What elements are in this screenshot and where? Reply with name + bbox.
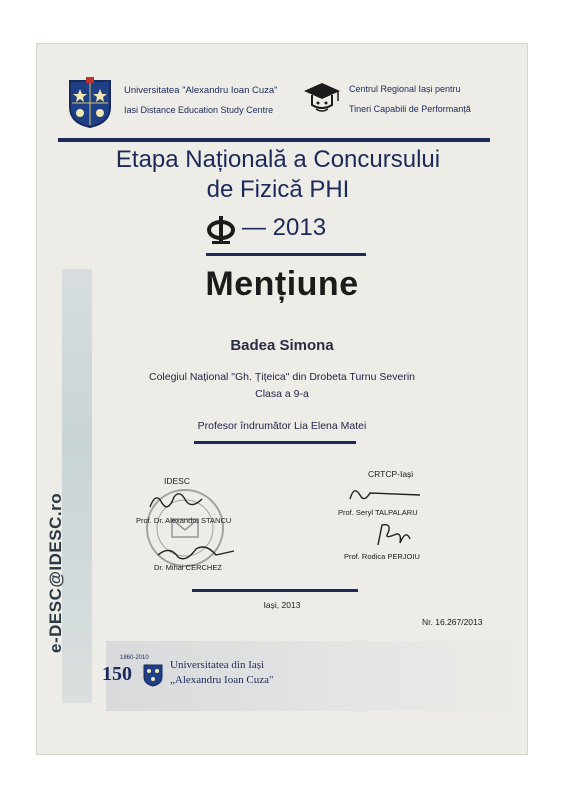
watermark-stripe xyxy=(62,269,92,703)
footer-university-line2: „Alexandru Ioan Cuza" xyxy=(170,674,274,686)
recipient-teacher: Profesor îndrumător Lia Elena Matei xyxy=(197,420,367,432)
phi-logo-icon xyxy=(206,215,236,245)
recipient-class: Clasa a 9-a xyxy=(255,388,309,400)
footer-university-line1: Universitatea din Iași xyxy=(170,659,265,671)
signatory-1: Prof. Dr. Alexandru STANCU xyxy=(136,516,232,525)
award-title: Mențiune xyxy=(205,265,359,303)
divider xyxy=(192,589,358,592)
divider xyxy=(206,253,366,256)
signatory-3: Prof. Seryl TALPALARU xyxy=(338,508,418,517)
graduation-cap-icon xyxy=(302,79,342,119)
university-name: Universitatea "Alexandru Ioan Cuza" xyxy=(124,85,278,96)
university-subtitle: Iasi Distance Education Study Centre xyxy=(124,105,274,115)
place-and-date: Iași, 2013 xyxy=(263,600,301,610)
footer-anniversary: 150 xyxy=(102,663,132,685)
divider xyxy=(194,441,356,444)
university-crest-icon xyxy=(66,77,114,129)
registration-number: Nr. 16.267/2013 xyxy=(422,617,483,627)
title-line-2: de Fizică PHI xyxy=(206,176,350,203)
signatory-2: Dr. Mihai CERCHEZ xyxy=(154,563,222,572)
signature-org-left: IDESC xyxy=(164,476,190,486)
diploma-page xyxy=(36,43,528,755)
footer-years: 1860-2010 xyxy=(120,655,149,661)
centre-name-line1: Centrul Regional Iași pentru xyxy=(349,84,461,94)
footer-crest-icon xyxy=(142,663,164,687)
recipient-name: Badea Simona xyxy=(230,337,334,354)
signature-perjoiu xyxy=(372,521,412,549)
signature-talpalaru xyxy=(346,483,422,505)
divider xyxy=(58,138,490,142)
watermark-text: e-DESC@IDESC.ro xyxy=(46,492,65,653)
competition-year: — 2013 xyxy=(242,214,327,241)
recipient-school: Colegiul Național "Gh. Țițeica" din Drobeta Turnu Severin xyxy=(148,371,415,383)
signatory-4: Prof. Rodica PERJOIU xyxy=(344,552,420,561)
competition-title xyxy=(58,145,498,205)
signature-org-right: CRTCP-Iași xyxy=(368,469,414,479)
title-line-1: Etapa Națională a Concursului xyxy=(115,146,441,173)
signature-cerchez xyxy=(156,541,236,563)
signature-stancu xyxy=(146,489,206,513)
centre-name-line2: Tineri Capabili de Performanță xyxy=(349,104,471,114)
footer-band xyxy=(106,641,520,711)
